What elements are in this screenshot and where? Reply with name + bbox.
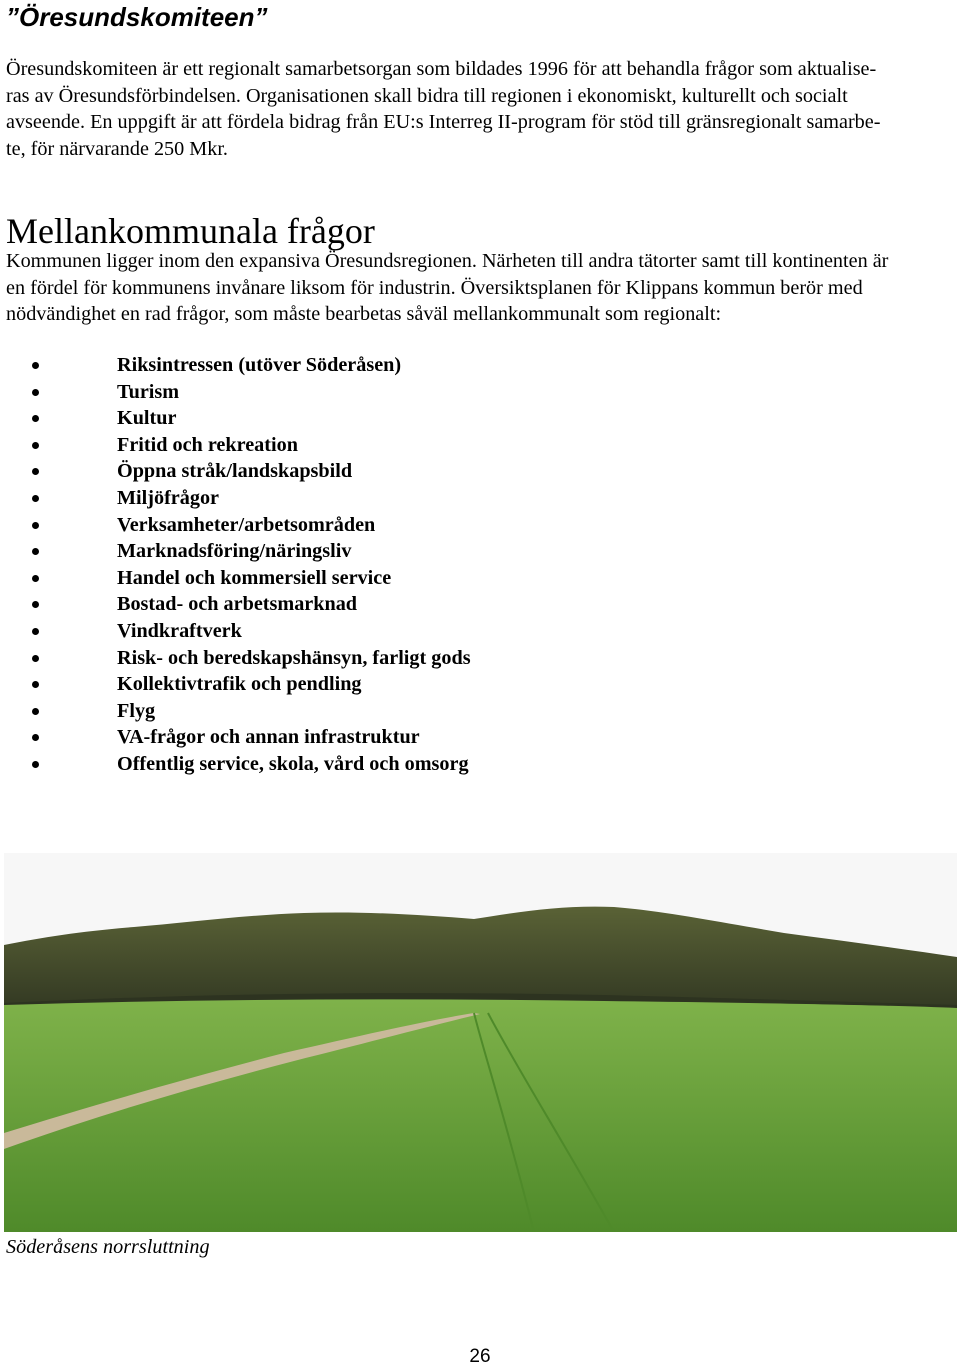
- paragraph-line: ras av Öresundsförbindelsen. Organisationen skall bidra till regionen i ekonomiskt, kulturellt och socialt: [6, 84, 848, 107]
- bullet-text: Fritid och rekreation: [117, 433, 298, 456]
- bullet-dot: [32, 708, 39, 715]
- bullet-text: Flyg: [117, 699, 156, 722]
- paragraph-mellankommunala: [6, 248, 956, 328]
- paragraph-line: nödvändighet en rad frågor, som måste bearbetas såväl mellankommunalt som regionalt:: [6, 303, 722, 326]
- landscape-photo: [4, 853, 957, 1232]
- bullet-dot: [32, 575, 39, 582]
- paragraph-line: en fördel för kommunens invånare liksom för industrin. Översiktsplanen för Klippans kommun berör med: [6, 276, 863, 299]
- bullet-dot: [32, 468, 39, 475]
- bullet-text: Offentlig service, skola, vård och omsorg: [117, 752, 469, 775]
- bullet-text: Handel och kommersiell service: [117, 566, 392, 589]
- bullet-dot: [32, 415, 39, 422]
- paragraph-oresundskomiteen: [6, 56, 956, 162]
- bullet-text: Turism: [117, 380, 180, 403]
- bullet-text: Risk- och beredskapshänsyn, farligt gods: [117, 646, 471, 669]
- bullet-dot: [32, 655, 39, 662]
- bullet-dot: [32, 761, 39, 768]
- bullet-text: Miljöfrågor: [117, 486, 220, 509]
- bullet-dot: [32, 628, 39, 635]
- page-number: 26: [469, 1346, 491, 1367]
- paragraph-line: te, för närvarande 250 Mkr.: [6, 137, 228, 160]
- bullet-dot: [32, 522, 39, 529]
- bullet-dot: [32, 601, 39, 608]
- bullet-dot: [32, 548, 39, 555]
- bullet-dot: [32, 389, 39, 396]
- section-heading-mellankommunala: Mellankommunala frågor: [6, 211, 375, 251]
- bullet-dot: [32, 681, 39, 688]
- bullet-text: Riksintressen (utöver Söderåsen): [117, 354, 402, 376]
- bullet-text: Kollektivtrafik och pendling: [117, 673, 362, 696]
- bullet-dot: [32, 442, 39, 449]
- bullet-text: Bostad- och arbetsmarknad: [117, 593, 358, 616]
- section-heading-oresundskomiteen: ”Öresundskomiteen”: [6, 2, 268, 32]
- bullet-text: Vindkraftverk: [117, 619, 242, 642]
- bullet-text: Marknadsföring/näringsliv: [117, 540, 352, 563]
- paragraph-line: Öresundskomiteen är ett regionalt samarbetsorgan som bildades 1996 för att behandla frågor som aktualise-: [6, 58, 877, 80]
- photo-caption: Söderåsens norrsluttning: [6, 1236, 210, 1258]
- bullet-dot: [32, 362, 39, 369]
- bullet-text: Öppna stråk/landskapsbild: [117, 460, 353, 483]
- paragraph-line: Kommunen ligger inom den expansiva Öresundsregionen. Närheten till andra tätorter samt till kontinenten är: [6, 250, 889, 272]
- landscape-photo-svg: [4, 853, 957, 1232]
- bullet-text: Kultur: [117, 407, 177, 430]
- bullet-text: VA-frågor och annan infrastruktur: [117, 726, 420, 749]
- bullet-dot: [32, 495, 39, 502]
- bullet-dot: [32, 734, 39, 741]
- paragraph-line: avseende. En uppgift är att fördela bidrag från EU:s Interreg II-program för stöd till gränsregionalt samarbe-: [6, 111, 881, 134]
- bullet-text: Verksamheter/arbetsområden: [117, 513, 376, 536]
